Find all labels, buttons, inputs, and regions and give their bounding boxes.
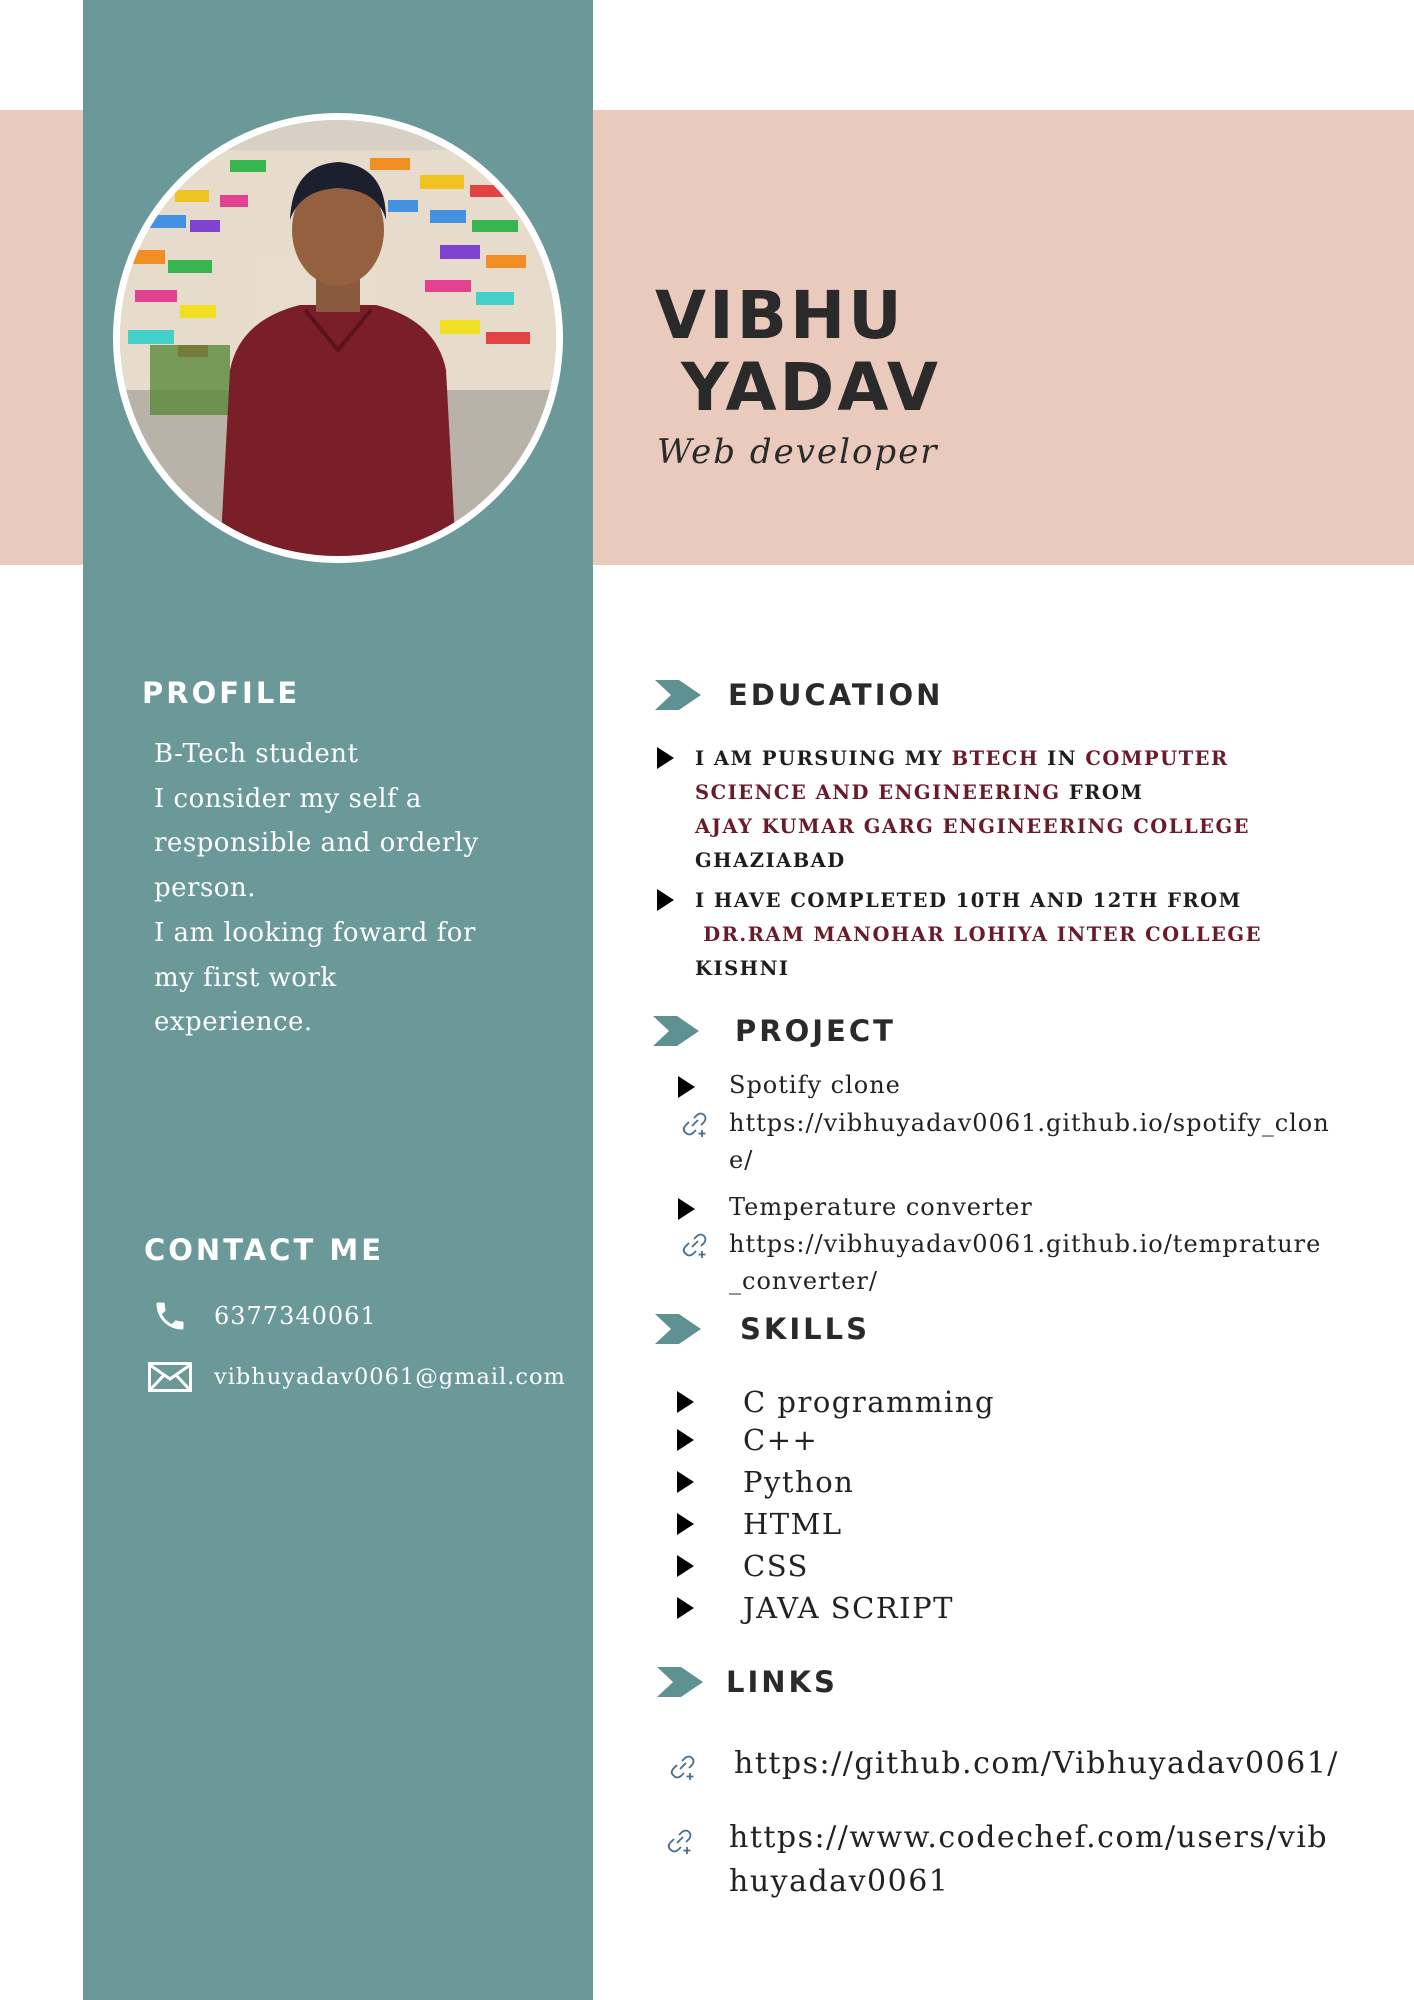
education-title: EDUCATION [728, 678, 944, 712]
link-icon [680, 1230, 710, 1260]
skills-title: SKILLS [740, 1312, 870, 1346]
edu-city: KISHNI [695, 957, 790, 980]
project-name: Spotify clone [729, 1071, 901, 1099]
project-url[interactable]: _converter/ [729, 1267, 878, 1295]
project-url[interactable]: https://vibhuyadav0061.github.io/temprature [729, 1230, 1322, 1258]
codechef-url[interactable]: https://www.codechef.com/users/vib [729, 1820, 1329, 1855]
github-url[interactable]: https://github.com/Vibhuyadav0061/ [734, 1746, 1339, 1781]
edu-city: GHAZIABAD [695, 849, 846, 872]
profile-heading: PROFILE [142, 676, 301, 710]
play-bullet-icon [675, 1554, 695, 1578]
edu-college: DR.RAM MANOHAR LOHIYA INTER COLLEGE [695, 923, 1262, 946]
skills-heading [655, 1310, 870, 1348]
project-url[interactable]: https://vibhuyadav0061.github.io/spotify_clon [729, 1109, 1330, 1137]
profile-line: person. [154, 873, 256, 904]
edu-text: I HAVE COMPLETED 10TH AND 12TH FROM [695, 889, 1242, 912]
list-item [675, 1507, 843, 1541]
play-bullet-icon [675, 1428, 695, 1452]
contact-email[interactable] [148, 1360, 566, 1394]
play-bullet-icon [676, 1197, 696, 1221]
list-item [675, 1385, 995, 1419]
education-item [655, 884, 1275, 986]
list-item [675, 1465, 854, 1499]
profile-text [154, 732, 554, 1045]
project-item [676, 1189, 1033, 1226]
job-title: Web developer [657, 432, 939, 472]
contact-heading: CONTACT ME [144, 1233, 385, 1267]
project-link[interactable] [680, 1105, 1330, 1179]
list-item [675, 1423, 818, 1457]
play-bullet-icon [675, 1470, 695, 1494]
edu-text: FROM [1060, 781, 1144, 804]
project-title: PROJECT [735, 1014, 896, 1048]
play-bullet-icon [675, 1512, 695, 1536]
profile-line: B-Tech student [154, 739, 359, 769]
first-name: VIBHU [655, 277, 905, 354]
list-item [675, 1549, 809, 1583]
profile-line: experience. [154, 1007, 313, 1038]
codechef-link[interactable] [665, 1816, 1328, 1904]
skill-name: HTML [743, 1507, 843, 1541]
profile-photo [113, 113, 563, 563]
link-icon [680, 1109, 710, 1139]
play-bullet-icon [675, 1390, 695, 1414]
edu-field: COMPUTER [1085, 747, 1229, 770]
link-icon [668, 1752, 698, 1782]
edu-college: AJAY KUMAR GARG ENGINEERING COLLEGE [695, 815, 1251, 838]
profile-line: responsible and orderly [154, 828, 479, 859]
profile-line: my first work [154, 962, 337, 993]
skill-name: JAVA SCRIPT [743, 1591, 954, 1625]
contact-phone[interactable] [148, 1299, 377, 1333]
chevron-icon [657, 1663, 705, 1701]
play-bullet-icon [675, 1596, 695, 1620]
edu-text: I AM PURSUING MY [695, 747, 952, 770]
email-address: vibhuyadav0061@gmail.com [214, 1364, 566, 1390]
list-item [675, 1591, 954, 1625]
project-url[interactable]: e/ [729, 1146, 754, 1174]
project-item [676, 1067, 901, 1104]
edu-field: SCIENCE AND ENGINEERING [695, 781, 1061, 804]
project-link[interactable] [680, 1226, 1321, 1300]
chevron-icon [655, 1310, 703, 1348]
links-heading [657, 1663, 838, 1701]
phone-number: 6377340061 [214, 1302, 377, 1330]
chevron-icon [653, 1012, 701, 1050]
play-bullet-icon [676, 1075, 696, 1099]
education-item [655, 742, 1275, 878]
skill-name: C++ [743, 1423, 819, 1457]
links-title: LINKS [726, 1665, 838, 1699]
education-heading [655, 676, 943, 714]
project-name: Temperature converter [729, 1193, 1033, 1221]
full-name [655, 277, 941, 426]
skill-name: Python [743, 1465, 855, 1499]
mail-icon [148, 1360, 192, 1394]
edu-text: IN [1038, 747, 1086, 770]
phone-icon [148, 1299, 192, 1333]
chevron-icon [655, 676, 703, 714]
github-link[interactable] [668, 1742, 1339, 1786]
codechef-url[interactable]: huyadav0061 [729, 1864, 950, 1899]
play-bullet-icon [655, 888, 675, 912]
project-heading [653, 1012, 896, 1050]
profile-line: I consider my self a [154, 783, 422, 814]
play-bullet-icon [655, 746, 675, 770]
skill-name: C programming [743, 1385, 996, 1419]
last-name: YADAV [655, 349, 941, 426]
profile-line: I am looking foward for [154, 917, 476, 948]
edu-degree: BTECH [951, 747, 1039, 770]
link-icon [665, 1826, 695, 1856]
skill-name: CSS [743, 1549, 809, 1583]
